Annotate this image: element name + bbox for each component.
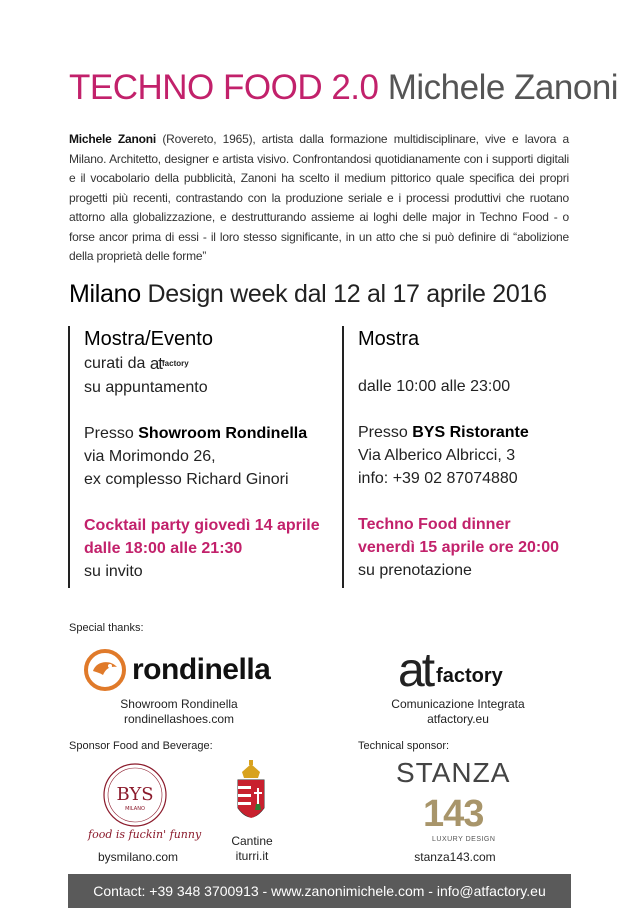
subtitle-dates: Design week dal 12 al 17 aprile 2016 (140, 280, 547, 308)
atfactory-caption (378, 697, 538, 727)
right-column (342, 326, 592, 588)
left-heading: Mostra/Evento (84, 328, 213, 350)
rondinella-caption-line2: rondinellashoes.com (123, 712, 235, 726)
venue-name: BYS Ristorante (412, 424, 529, 441)
left-note: su invito (84, 563, 143, 580)
svg-text:BYS: BYS (116, 784, 154, 805)
left-venue (84, 422, 318, 445)
intro-paragraph (69, 130, 569, 267)
atfactory-caption-line1: Comunicazione Integrata (391, 697, 525, 711)
left-column (68, 326, 318, 588)
left-address1: via Morimondo 26, (84, 448, 216, 465)
curated-label: curati da (84, 355, 146, 373)
atfactory-caption-line2: atfactory.eu (427, 712, 489, 726)
bys-url: bysmilano.com (97, 850, 179, 864)
appointment-line: su appuntamento (84, 379, 208, 396)
stanza-wordmark: STANZA (396, 757, 511, 788)
right-hours: dalle 10:00 alle 23:00 (358, 378, 511, 395)
stanza-url: stanza143.com (414, 850, 496, 864)
special-thanks-label: Special thanks: (69, 622, 144, 634)
cantine-caption-line1: Cantine (231, 834, 273, 848)
event-subtitle (69, 280, 547, 309)
right-event-line2: venerdì 15 aprile ore 20:00 (358, 539, 559, 556)
right-venue (358, 421, 592, 444)
logo-at: at (149, 354, 163, 373)
title-artist: Michele Zanoni (387, 68, 619, 107)
intro-name: Michele Zanoni (69, 132, 157, 146)
atfactory-small-logo (150, 352, 189, 376)
stanza-sub: LUXURY DESIGN (432, 836, 496, 843)
left-address2: ex complesso Richard Ginori (84, 471, 289, 488)
left-event-line2: dalle 18:00 alle 21:30 (84, 540, 243, 557)
bys-tagline: food is fuckin' funny (88, 828, 202, 841)
rondinella-logo (84, 649, 270, 691)
subtitle-city: Milano (69, 280, 141, 308)
venue-prefix: Presso (358, 424, 413, 441)
rondinella-wordmark: rondinella (132, 653, 271, 686)
right-phone: info: +39 02 87074880 (358, 470, 518, 487)
sponsor-food-label: Sponsor Food and Beverage: (69, 740, 213, 752)
cantine-crest-icon (234, 760, 268, 828)
page-title (69, 68, 618, 108)
rondinella-caption (104, 697, 254, 727)
contact-footer: Contact: +39 348 3700913 - www.zanonimichele.com - info@atfactory.eu (68, 874, 571, 908)
left-event-line1: Cocktail party giovedì 14 aprile (84, 517, 320, 534)
right-heading: Mostra (358, 328, 420, 350)
logo-factory: factory (162, 359, 189, 368)
title-main: TECHNO FOOD 2.0 (69, 68, 379, 107)
right-event-line1: Techno Food dinner (358, 516, 511, 533)
atfactory-at: at (398, 644, 433, 697)
right-address: Via Alberico Albricci, 3 (358, 447, 516, 464)
atfactory-logo (398, 644, 503, 697)
rondinella-caption-line1: Showroom Rondinella (120, 697, 238, 711)
rondinella-bird-icon (84, 649, 126, 691)
venue-name: Showroom Rondinella (138, 425, 308, 442)
curated-line (84, 352, 318, 376)
atfactory-word: factory (436, 665, 503, 687)
technical-sponsor-label: Technical sponsor: (358, 740, 450, 752)
cantine-caption-line2: iturri.it (235, 849, 269, 863)
svg-text:MILANO: MILANO (125, 806, 145, 812)
intro-text: (Rovereto, 1965), artista dalla formazione multidisciplinare, vive e lavora a Milano. Architetto, designer e artista visivo. Confrontandosi quotidianamente con i supporti digitali e il vocabolario della pubblicità, Zanoni ha scelto il medium pittorico quale specifica dei propri progetti più recenti, contrastando con la produzione seriale e i processi produttivi che ruotano attorno alla globalizzazione, e destrutturando assieme ai loghi delle major in Techno Food - o forse ancor prima di essi - il loro stesso significante, in un atto che si può definire di “abolizione della proprietà delle forme” (69, 132, 569, 263)
stanza-number: 143 (423, 793, 484, 835)
venue-prefix: Presso (84, 425, 139, 442)
cantine-caption (222, 834, 282, 864)
right-note: su prenotazione (358, 562, 472, 579)
bys-logo (100, 760, 170, 830)
